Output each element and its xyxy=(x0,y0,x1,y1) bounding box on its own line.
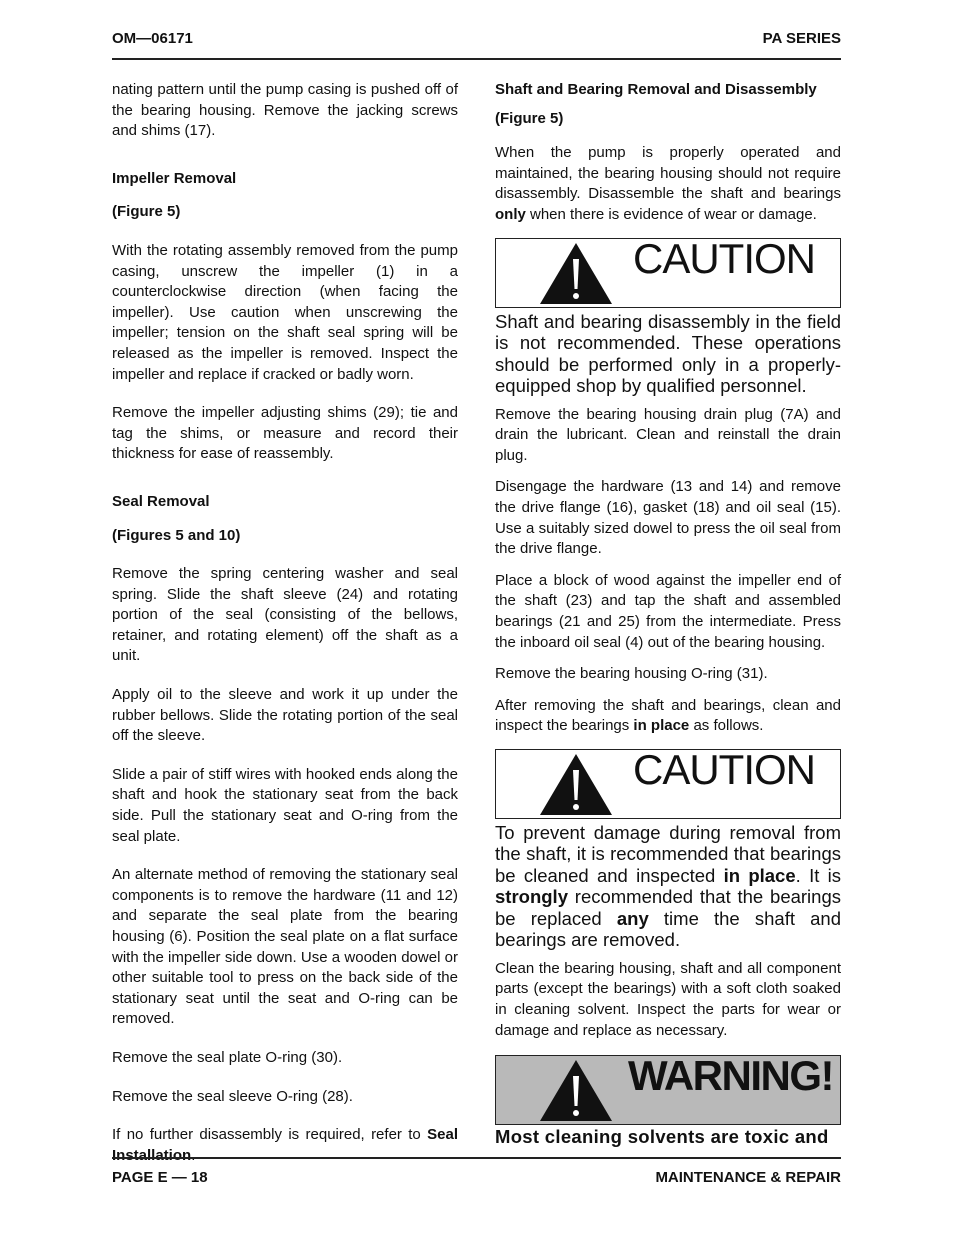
text: To prevent damage during removal from the shaft, it is recommended that bearings be cleaned and inspected xyxy=(495,821,841,886)
page-footer xyxy=(112,1157,841,1189)
caution-text xyxy=(495,822,841,951)
paragraph: Apply oil to the sleeve and work it up under the rubber bellows. Slide the rotating portion of the seal off the sleeve. xyxy=(112,686,458,745)
section-heading: Impeller Removal xyxy=(112,169,237,187)
paragraph: Remove the impeller adjusting shims (29); tie and tag the shims, or measure and record their thickness for ease of reassembly. xyxy=(112,404,458,463)
emphasis: in place xyxy=(723,864,796,886)
figure-reference: (Figure 5) xyxy=(112,203,181,221)
caution-text: Shaft and bearing disassembly in the field is not recommended. These operations should be performed only in a properly-equipped shop by qualified personnel. xyxy=(495,310,841,397)
text: . It is xyxy=(795,864,841,886)
paragraph: Remove the spring centering washer and seal spring. Slide the shaft sleeve (24) and rotating portion of the seal (consisting of the bellows, retainer, and rotating element) off the shaft as a unit. xyxy=(112,565,458,665)
paragraph: Remove the seal sleeve O-ring (28). xyxy=(112,1087,353,1105)
paragraph: Remove the bearing housing O-ring (31). xyxy=(495,665,768,683)
paragraph xyxy=(495,143,841,225)
warning-triangle-icon xyxy=(538,1058,614,1122)
paragraph: Place a block of wood against the impeller end of the shaft (23) and tap the shaft and assembled bearings (21 and 25) from the intermediate. Press the inboard oil seal (4) out of the bearing housing. xyxy=(495,571,841,651)
paragraph: nating pattern until the pump casing is pushed off of the bearing housing. Remove the jacking screws and shims (17). xyxy=(112,81,458,140)
text: when there is evidence of wear or damage. xyxy=(525,205,817,223)
caution-title: CAUTION xyxy=(633,234,815,282)
figure-reference: (Figures 5 and 10) xyxy=(112,526,241,544)
paragraph xyxy=(495,696,841,737)
right-column xyxy=(495,80,841,1148)
paragraph: Remove the seal plate O-ring (30). xyxy=(112,1048,343,1066)
document-number: OM—06171 xyxy=(112,30,193,47)
emphasis: strongly xyxy=(495,886,568,908)
text: . xyxy=(191,1146,196,1164)
section-heading: Seal Removal xyxy=(112,492,210,510)
emphasis: in place xyxy=(633,717,690,735)
caution-title: CAUTION xyxy=(633,745,815,793)
page-header xyxy=(112,30,841,60)
warning-title: WARNING! xyxy=(628,1052,833,1100)
warning-banner xyxy=(495,1052,841,1125)
text: time the shaft and bearings are removed. xyxy=(495,907,842,951)
text: If no further disassembly is required, refer to xyxy=(112,1126,428,1144)
left-column xyxy=(112,80,458,1166)
figure-reference: (Figure 5) xyxy=(495,109,564,127)
text: When the pump is properly operated and maintained, the bearing housing should not require disassembly. Disassemble the shaft and bearings xyxy=(495,144,841,203)
paragraph: Remove the bearing housing drain plug (7A) and drain the lubricant. Clean and reinstall the drain plug. xyxy=(495,405,841,464)
emphasis: any xyxy=(616,907,649,929)
warning-triangle-icon xyxy=(538,752,614,816)
paragraph: Clean the bearing housing, shaft and all component parts (except the bearings) with a soft cloth soaked in cleaning solvent. Inspect the parts for wear or damage and replace as necessary. xyxy=(495,959,841,1039)
text: recommended that the bearings be replaced xyxy=(495,886,841,929)
page-number: PAGE E — 18 xyxy=(112,1169,208,1186)
warning-triangle-icon xyxy=(538,241,614,305)
text: After removing the shaft and bearings, clean and inspect the bearings xyxy=(495,696,841,735)
paragraph: Disengage the hardware (13 and 14) and remove the drive flange (16), gasket (18) and oil seal (15). Use a suitably sized dowel to press the oil seal from the drive flange. xyxy=(495,478,841,558)
caution-banner xyxy=(495,745,841,819)
paragraph: An alternate method of removing the stationary seal components is to remove the hardware (11 and 12) and separate the seal plate from the bearing housing (6). Position the seal plate on a flat surface with the impeller side down. Use a wooden dowel or other suitable tool to press on the back side of the stationary seat until the seat and O-ring can be removed. xyxy=(112,866,458,1028)
section-name: MAINTENANCE & REPAIR xyxy=(655,1169,841,1186)
caution-banner xyxy=(495,234,841,308)
text: as follows. xyxy=(689,717,764,735)
series-title: PA SERIES xyxy=(762,30,841,47)
section-heading: Shaft and Bearing Removal and Disassembly xyxy=(495,81,817,98)
warning-text: Most cleaning solvents are toxic and xyxy=(495,1126,829,1148)
emphasis: only xyxy=(495,205,526,223)
cross-reference: Seal Installation xyxy=(112,1126,458,1164)
paragraph: Slide a pair of stiff wires with hooked ends along the shaft and hook the stationary seat from the back side. Pull the stationary seat and O-ring from the seal plate. xyxy=(112,765,458,845)
paragraph: With the rotating assembly removed from the pump casing, unscrew the impeller (1) in a counterclockwise direction (when facing the impeller). Use caution when unscrewing the impeller; tension on the shaft seal spring will be released as the impeller is removed. Inspect the impeller and replace if cracked or badly worn. xyxy=(112,241,458,383)
